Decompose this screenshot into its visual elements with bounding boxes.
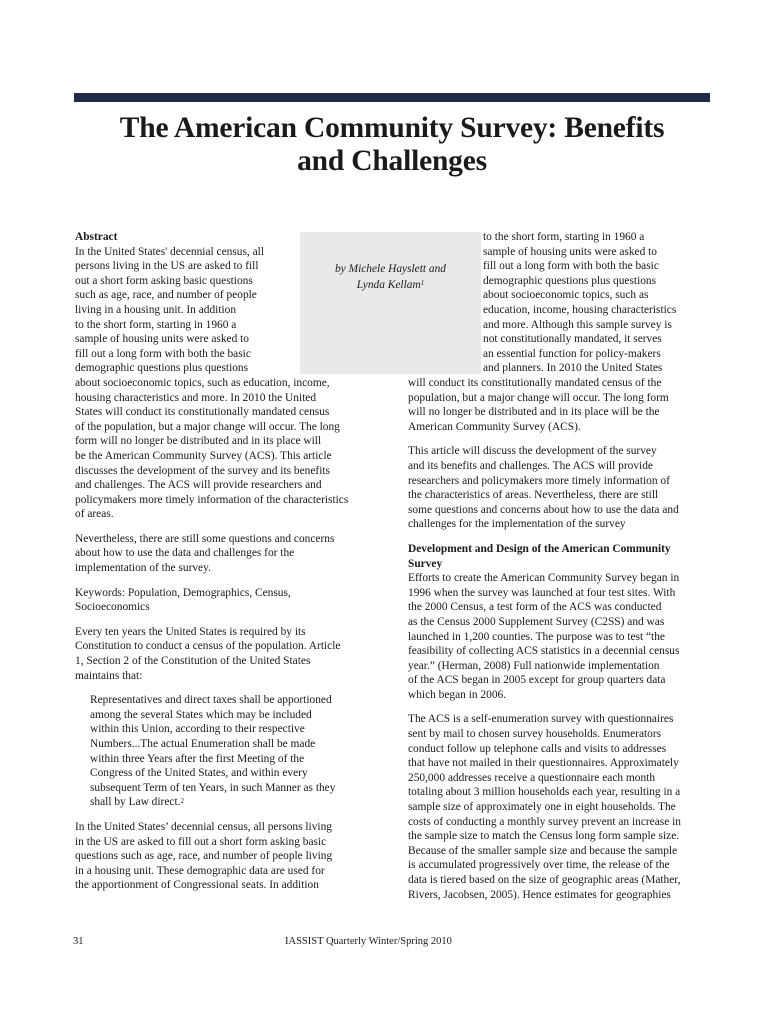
line-text: and challenges. The ACS will provide researchers and xyxy=(75,479,322,492)
line-text: within three Years after the first Meeting of the xyxy=(90,752,305,765)
line-text: Nevertheless, there are still some questions and concerns xyxy=(75,532,335,545)
header-rule xyxy=(74,93,710,102)
line-text: Socioeconomics xyxy=(75,601,150,614)
text-line xyxy=(75,493,385,508)
line-text: be the American Community Survey (ACS). This article xyxy=(75,449,332,462)
line-text: education, income, housing characteristics xyxy=(483,303,677,316)
line-text: an essential function for policy-makers xyxy=(483,347,661,360)
line-text: in a housing unit. These demographic data are used for xyxy=(75,864,325,877)
line-text: In the United States' decennial census, all xyxy=(75,245,264,258)
text-line xyxy=(75,332,385,347)
quote-line xyxy=(75,795,385,810)
line-text: in the US are asked to fill out a short form asking basic xyxy=(75,835,327,848)
line-text: will no longer be distributed and in its place will be the xyxy=(408,406,660,419)
line-text: conduct follow up telephone calls and visits to addresses xyxy=(408,742,667,755)
text-line xyxy=(408,391,713,406)
line-text: 1996 when the survey was launched at four test sites. With xyxy=(408,586,676,599)
line-text: maintains that: xyxy=(75,669,143,682)
line-text: Every ten years the United States is required by its xyxy=(75,625,306,638)
quote-line xyxy=(75,693,385,708)
line-text: questions such as age, race, and number of people living xyxy=(75,850,333,863)
quote-line xyxy=(75,781,385,796)
text-line xyxy=(483,230,713,245)
text-line xyxy=(75,561,385,576)
text-line xyxy=(408,630,713,645)
section-heading xyxy=(408,542,713,557)
text-line xyxy=(75,405,385,420)
line-text: which began in 2006. xyxy=(408,688,507,701)
line-text: and planners. In 2010 the United States xyxy=(483,362,663,375)
line-text: that have not mailed in their questionnaires. Approximately xyxy=(408,757,679,770)
page-number: 31 xyxy=(73,936,84,947)
text-line xyxy=(75,318,385,333)
byline-footnote-ref: 1 xyxy=(420,279,425,288)
line-text: some questions and concerns about how to use the data and xyxy=(408,503,679,516)
line-text: is accumulated progressively over time, the release of the xyxy=(408,859,670,872)
line-text: subsequent Term of ten Years, in such Manner as they xyxy=(90,781,336,794)
line-text: 250,000 addresses receive a questionnaire each month xyxy=(408,771,656,784)
text-line xyxy=(408,474,713,489)
text-line xyxy=(75,478,385,493)
text-line xyxy=(408,815,713,830)
text-line xyxy=(75,464,385,479)
text-line xyxy=(75,449,385,464)
text-line xyxy=(75,376,385,391)
line-text: the apportionment of Congressional seats. In addition xyxy=(75,879,319,892)
text-line xyxy=(75,654,385,669)
line-text: about how to use the data and challenges for the xyxy=(75,547,295,560)
line-text: the 2000 Census, a test form of the ACS was conducted xyxy=(408,601,662,614)
text-line xyxy=(408,712,713,727)
text-line xyxy=(408,503,713,518)
text-line xyxy=(408,659,713,674)
line-text: within this Union, according to their respective xyxy=(90,723,305,736)
line-text: totaling about 3 million households each year, resulting in a xyxy=(408,786,681,799)
text-line xyxy=(408,688,713,703)
line-text: to the short form, starting in 1960 a xyxy=(75,318,237,331)
line-text: such as age, race, and number of people xyxy=(75,289,257,302)
line-text: the characteristics of areas. Nevertheless, there are still xyxy=(408,489,659,502)
text-line xyxy=(408,873,713,888)
text-line xyxy=(75,864,385,879)
line-text: challenges for the implementation of the survey xyxy=(408,518,626,531)
text-line xyxy=(75,347,385,362)
line-text: persons living in the US are asked to fill xyxy=(75,260,259,273)
paragraph-gap xyxy=(75,522,385,532)
text-line xyxy=(408,488,713,503)
text-line xyxy=(75,361,385,376)
line-text: Survey xyxy=(408,557,443,570)
text-line xyxy=(75,420,385,435)
line-text: This article will discuss the development of the survey xyxy=(408,445,657,458)
text-line xyxy=(408,888,713,903)
line-text: Congress of the United States, and within every xyxy=(90,767,308,780)
text-line xyxy=(483,347,713,362)
text-line xyxy=(408,444,713,459)
text-line xyxy=(408,858,713,873)
text-line xyxy=(75,820,385,835)
text-line xyxy=(75,600,385,615)
left-column xyxy=(75,230,385,893)
line-text: Representatives and direct taxes shall be apportioned xyxy=(90,694,332,707)
text-line xyxy=(408,517,713,532)
line-text: population, but a major change will occur. The long form xyxy=(408,391,669,404)
text-line xyxy=(75,303,385,318)
line-text: sample size of approximately one in eight households. The xyxy=(408,801,676,814)
text-line xyxy=(408,420,713,435)
text-line xyxy=(75,669,385,684)
line-text: Efforts to create the American Community Survey began in xyxy=(408,572,680,585)
line-text: sample of housing units were asked to xyxy=(483,245,657,258)
text-line xyxy=(75,625,385,640)
paragraph-gap xyxy=(75,615,385,625)
title-line-2: and Challenges xyxy=(297,145,487,177)
line-text: out a short form asking basic questions xyxy=(75,274,253,287)
text-line xyxy=(408,600,713,615)
line-text: of the ACS began in 2005 except for group quarters data xyxy=(408,674,666,687)
quote-line xyxy=(75,752,385,767)
text-line xyxy=(483,245,713,260)
line-text: Keywords: Population, Demographics, Census, xyxy=(75,586,291,599)
line-text: launched in 1,200 counties. The purpose was to test “the xyxy=(408,630,665,643)
line-text: of the population, but a major change will occur. The long xyxy=(75,420,340,433)
text-line xyxy=(408,829,713,844)
text-line xyxy=(483,303,713,318)
text-line xyxy=(75,835,385,850)
page-title xyxy=(74,112,710,178)
text-line xyxy=(408,405,713,420)
line-text: In the United States’ decennial census, all persons living xyxy=(75,820,332,833)
text-line xyxy=(75,586,385,601)
text-line xyxy=(75,434,385,449)
paragraph-gap xyxy=(75,810,385,820)
text-line xyxy=(75,546,385,561)
line-text: discusses the development of the survey and its benefits xyxy=(75,464,330,477)
text-line xyxy=(75,288,385,303)
line-text: living in a housing unit. In addition xyxy=(75,303,237,316)
footnote-ref: 2 xyxy=(180,796,184,805)
text-line xyxy=(408,376,713,391)
line-text: policymakers more timely information of the characteristics xyxy=(75,493,349,506)
title-line-1: The American Community Survey: Benefits xyxy=(119,112,665,144)
text-line xyxy=(75,849,385,864)
line-text: will conduct its constitutionally mandated census of the xyxy=(408,377,662,389)
paragraph-gap xyxy=(75,683,385,693)
line-text: sample of housing units were asked to xyxy=(75,333,249,346)
line-text: the sample size to match the Census long form sample size. xyxy=(408,830,680,843)
line-text: The ACS is a self-enumeration survey with questionnaires xyxy=(408,713,674,726)
paragraph-gap xyxy=(75,576,385,586)
line-text: demographic questions plus questions xyxy=(75,362,249,375)
byline-author-2: Lynda Kellam xyxy=(356,279,421,291)
line-text: researchers and policymakers more timely information of xyxy=(408,474,670,487)
section-heading xyxy=(75,230,385,245)
line-text: and its benefits and challenges. The ACS will provide xyxy=(408,459,653,472)
line-text: data is tiered based on the size of geographic areas (Mather, xyxy=(408,874,681,886)
text-line xyxy=(75,274,385,289)
text-line xyxy=(408,615,713,630)
line-text: not constitutionally mandated, it serves xyxy=(483,333,662,346)
paragraph-gap xyxy=(408,702,713,712)
text-line xyxy=(408,644,713,659)
line-text: Rivers, Jacobsen, 2005). Hence estimates for geographies xyxy=(408,888,671,901)
paragraph-gap xyxy=(408,532,713,542)
line-text: and more. Although this sample survey is xyxy=(483,318,672,331)
line-text: fill out a long form with both the basic xyxy=(75,347,251,360)
section-heading xyxy=(408,557,713,572)
line-text: year.” (Herman, 2008) Full nationwide implementation xyxy=(408,659,660,672)
text-line xyxy=(408,844,713,859)
text-line xyxy=(408,727,713,742)
line-text: Numbers...The actual Enumeration shall be made xyxy=(90,738,316,750)
text-line xyxy=(75,878,385,893)
right-column-narrow xyxy=(483,230,713,376)
journal-footer: IASSIST Quarterly Winter/Spring 2010 xyxy=(285,936,452,947)
text-line xyxy=(75,245,385,260)
text-line xyxy=(408,571,713,586)
text-line xyxy=(408,800,713,815)
text-line xyxy=(483,361,713,376)
quote-line xyxy=(75,708,385,723)
line-text: Because of the smaller sample size and because the sample xyxy=(408,844,678,857)
line-text: American Community Survey (ACS). xyxy=(408,420,581,433)
line-text: as the Census 2000 Supplement Survey (C2SS) and was xyxy=(408,615,665,628)
text-line xyxy=(408,742,713,757)
text-line xyxy=(408,586,713,601)
text-line xyxy=(75,507,385,522)
line-text: housing characteristics and more. In 2010 the United xyxy=(75,391,317,404)
line-text: Development and Design of the American Community xyxy=(408,542,671,555)
quote-line xyxy=(75,722,385,737)
line-text: of areas. xyxy=(75,508,114,521)
text-line xyxy=(75,532,385,547)
line-text: shall by Law direct. xyxy=(90,796,181,809)
text-line xyxy=(408,673,713,688)
right-column xyxy=(408,376,713,902)
line-text: about socioeconomic topics, such as xyxy=(483,289,649,302)
line-text: 1, Section 2 of the Constitution of the United States xyxy=(75,655,311,668)
text-line xyxy=(408,785,713,800)
line-text: Abstract xyxy=(75,231,118,243)
text-line xyxy=(483,274,713,289)
text-line xyxy=(483,288,713,303)
line-text: implementation of the survey. xyxy=(75,562,211,575)
text-line xyxy=(75,259,385,274)
line-text: form will no longer be distributed and in its place will xyxy=(75,435,322,448)
text-line xyxy=(483,332,713,347)
line-text: about socioeconomic topics, such as education, income, xyxy=(75,376,330,389)
quote-line xyxy=(75,737,385,752)
paragraph-gap xyxy=(408,434,713,444)
line-text: States will conduct its constitutionally mandated census xyxy=(75,406,330,419)
line-text: fill out a long form with both the basic xyxy=(483,260,659,273)
text-line xyxy=(408,459,713,474)
line-text: Constitution to conduct a census of the population. Article xyxy=(75,640,341,653)
line-text: among the several States which may be included xyxy=(90,708,312,721)
text-line xyxy=(408,756,713,771)
text-line xyxy=(483,259,713,274)
line-text: demographic questions plus questions xyxy=(483,274,657,287)
line-text: feasibility of collecting ACS statistics in a decennial census xyxy=(408,645,680,658)
line-text: costs of conducting a monthly survey prevent an increase in xyxy=(408,815,681,828)
text-line xyxy=(483,318,713,333)
line-text: to the short form, starting in 1960 a xyxy=(483,231,645,243)
text-line xyxy=(408,771,713,786)
line-text: sent by mail to chosen survey households. Enumerators xyxy=(408,728,662,741)
text-line xyxy=(75,639,385,654)
byline-line-1: by Michele Hayslett and xyxy=(334,263,447,275)
text-line xyxy=(75,391,385,406)
quote-line xyxy=(75,766,385,781)
